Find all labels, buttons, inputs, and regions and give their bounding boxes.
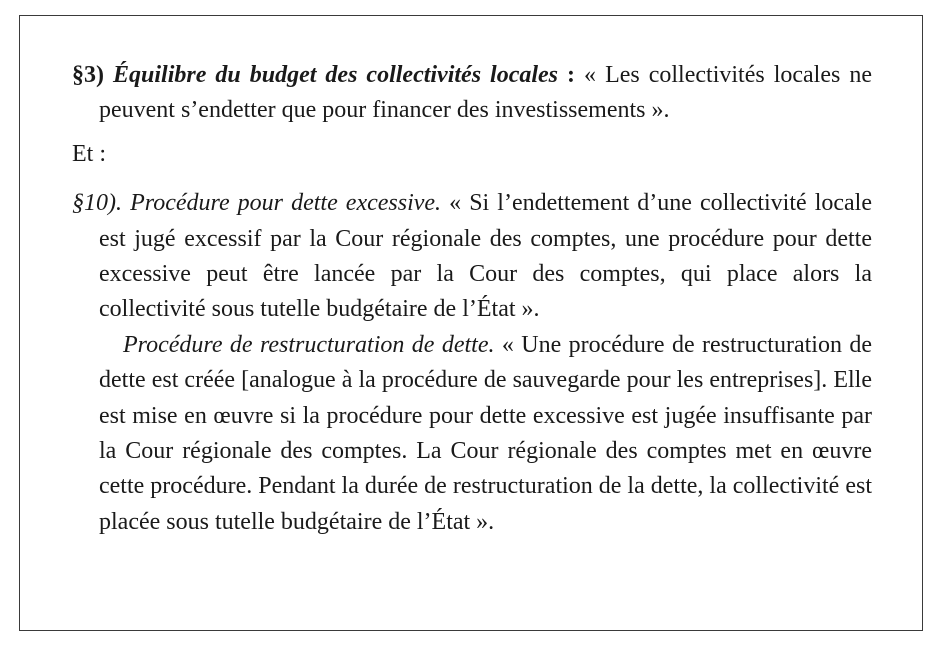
article-3-heading: Équilibre du budget des collectivités locales [113, 62, 559, 88]
article-10-label: §10). [72, 190, 122, 217]
paragraph-article-10 [72, 186, 872, 328]
restructuration-body: « Une procédure de restructuration de dette est créée [analogue à la procédure de sauvegarde pour les entreprises]. Elle est mise en œuvre si la procédure pour dette excessive est jugée insuffisante par la Cour régionale des comptes. La Cour régionale des comptes met en œuvre cette procédure. Pendant la durée de restructuration de la dette, la collectivité est placée sous tutelle budgétaire de l’État ». [99, 331, 872, 535]
article-3-colon: : [558, 62, 576, 88]
paragraph-article-3 [72, 58, 872, 129]
restructuration-heading: Procédure de restructuration de dette. [123, 331, 495, 358]
article-3-label: §3) [72, 62, 104, 88]
article-10-body: « Si l’endettement d’une collectivité locale est jugé excessif par la Cour régionale des comptes, une procédure pour dette excessive peut être lancée par la Cour des comptes, qui place alors la collectivité sous tutelle budgétaire de l’État ». [99, 190, 873, 323]
paragraph-et: Et : [72, 140, 106, 167]
document-content [72, 58, 872, 540]
article-3-body: « Les collectivités locales ne peuvent s’endetter que pour financer des investissements ». [99, 62, 872, 124]
article-10-heading: Procédure pour dette excessive. [130, 190, 442, 217]
paragraph-restructuration [72, 328, 872, 540]
